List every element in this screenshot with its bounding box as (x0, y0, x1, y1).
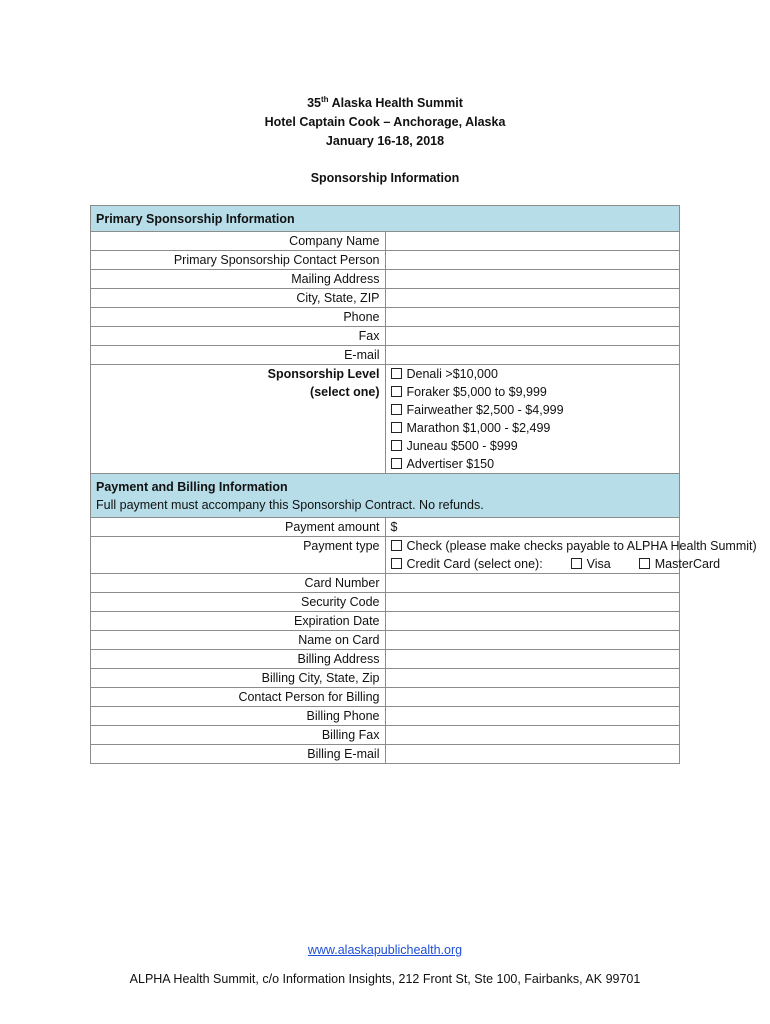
event-dates: January 16-18, 2018 (325, 134, 445, 148)
billing-fax-label: Billing Fax (91, 726, 386, 745)
form-row (91, 308, 680, 327)
card-number-label: Card Number (91, 574, 386, 593)
company-name-field[interactable] (385, 232, 680, 251)
level-option-juneau[interactable]: Juneau $500 - $999 (391, 437, 675, 455)
form-row (91, 707, 680, 726)
checkbox[interactable] (391, 368, 402, 379)
expiration-date-label: Expiration Date (91, 612, 386, 631)
form-row (91, 726, 680, 745)
email-field[interactable] (385, 346, 680, 365)
checkbox[interactable] (391, 540, 402, 551)
billing-phone-field[interactable] (385, 707, 680, 726)
event-venue: Hotel Captain Cook – Anchorage, Alaska (264, 115, 506, 129)
name-on-card-field[interactable] (385, 631, 680, 650)
contact-person-field[interactable] (385, 251, 680, 270)
security-code-label: Security Code (91, 593, 386, 612)
form-row (91, 251, 680, 270)
payment-section-title: Payment and Billing Information (96, 480, 288, 494)
billing-phone-label: Billing Phone (91, 707, 386, 726)
mailing-address-field[interactable] (385, 270, 680, 289)
payment-option-check[interactable]: Check (please make checks payable to ALPHA Health Summit) (391, 537, 675, 555)
city-state-zip-label: City, State, ZIP (91, 289, 386, 308)
checkbox[interactable] (391, 558, 402, 569)
form-row (91, 612, 680, 631)
form-row (91, 631, 680, 650)
contact-person-label: Primary Sponsorship Contact Person (91, 251, 386, 270)
billing-city-state-zip-label: Billing City, State, Zip (91, 669, 386, 688)
sponsorship-level-options (385, 365, 680, 474)
form-row (91, 574, 680, 593)
security-code-field[interactable] (385, 593, 680, 612)
level-option-advertiser[interactable]: Advertiser $150 (391, 455, 675, 473)
document-header (0, 94, 770, 188)
payment-type-row (91, 537, 680, 574)
sponsorship-level-row (91, 365, 680, 474)
level-option-fairweather[interactable]: Fairweather $2,500 - $4,999 (391, 401, 675, 419)
checkbox[interactable] (391, 458, 402, 469)
billing-contact-field[interactable] (385, 688, 680, 707)
checkbox[interactable] (571, 558, 582, 569)
form-row (91, 232, 680, 251)
form-row (91, 327, 680, 346)
primary-section-title: Primary Sponsorship Information (96, 212, 295, 226)
form-row (91, 593, 680, 612)
level-option-denali[interactable]: Denali >$10,000 (391, 365, 675, 383)
billing-city-state-zip-field[interactable] (385, 669, 680, 688)
fax-field[interactable] (385, 327, 680, 346)
sponsorship-level-label: Sponsorship Level (select one) (91, 365, 386, 474)
payment-option-credit-card: Credit Card (select one): Visa MasterCard (391, 555, 675, 573)
checkbox[interactable] (391, 440, 402, 451)
footer-address: ALPHA Health Summit, c/o Information Insights, 212 Front St, Ste 100, Fairbanks, AK 99701 (129, 972, 641, 986)
card-option-mastercard[interactable]: MasterCard (639, 555, 720, 573)
fax-label: Fax (91, 327, 386, 346)
email-label: E-mail (91, 346, 386, 365)
billing-contact-label: Contact Person for Billing (91, 688, 386, 707)
phone-field[interactable] (385, 308, 680, 327)
card-number-field[interactable] (385, 574, 680, 593)
event-title: 35th Alaska Health Summit (307, 94, 463, 110)
checkbox[interactable] (391, 422, 402, 433)
payment-amount-field[interactable]: $ (385, 518, 680, 537)
expiration-date-field[interactable] (385, 612, 680, 631)
form-row (91, 270, 680, 289)
billing-email-label: Billing E-mail (91, 745, 386, 764)
level-option-foraker[interactable]: Foraker $5,000 to $9,999 (391, 383, 675, 401)
form-row (91, 745, 680, 764)
level-option-marathon[interactable]: Marathon $1,000 - $2,499 (391, 419, 675, 437)
sponsorship-form (90, 205, 757, 764)
billing-email-field[interactable] (385, 745, 680, 764)
card-option-visa[interactable]: Visa (571, 555, 611, 573)
checkbox[interactable] (391, 386, 402, 397)
payment-section-note: Full payment must accompany this Sponsorship Contract. No refunds. (96, 498, 484, 512)
mailing-address-label: Mailing Address (91, 270, 386, 289)
billing-address-field[interactable] (385, 650, 680, 669)
checkbox[interactable] (639, 558, 650, 569)
payment-amount-label: Payment amount (91, 518, 386, 537)
billing-fax-field[interactable] (385, 726, 680, 745)
form-row (91, 669, 680, 688)
company-name-label: Company Name (91, 232, 386, 251)
checkbox[interactable] (391, 404, 402, 415)
name-on-card-label: Name on Card (91, 631, 386, 650)
form-row (91, 346, 680, 365)
form-row (91, 518, 680, 537)
document-subtitle: Sponsorship Information (310, 171, 460, 185)
billing-address-label: Billing Address (91, 650, 386, 669)
payment-type-options (385, 537, 757, 574)
form-row (91, 289, 680, 308)
primary-section-header (91, 206, 680, 232)
form-row (91, 688, 680, 707)
form-row (91, 650, 680, 669)
city-state-zip-field[interactable] (385, 289, 680, 308)
website-link[interactable]: www.alaskapublichealth.org (307, 943, 463, 957)
payment-type-label: Payment type (91, 537, 386, 574)
phone-label: Phone (91, 308, 386, 327)
payment-section-header (91, 474, 680, 518)
